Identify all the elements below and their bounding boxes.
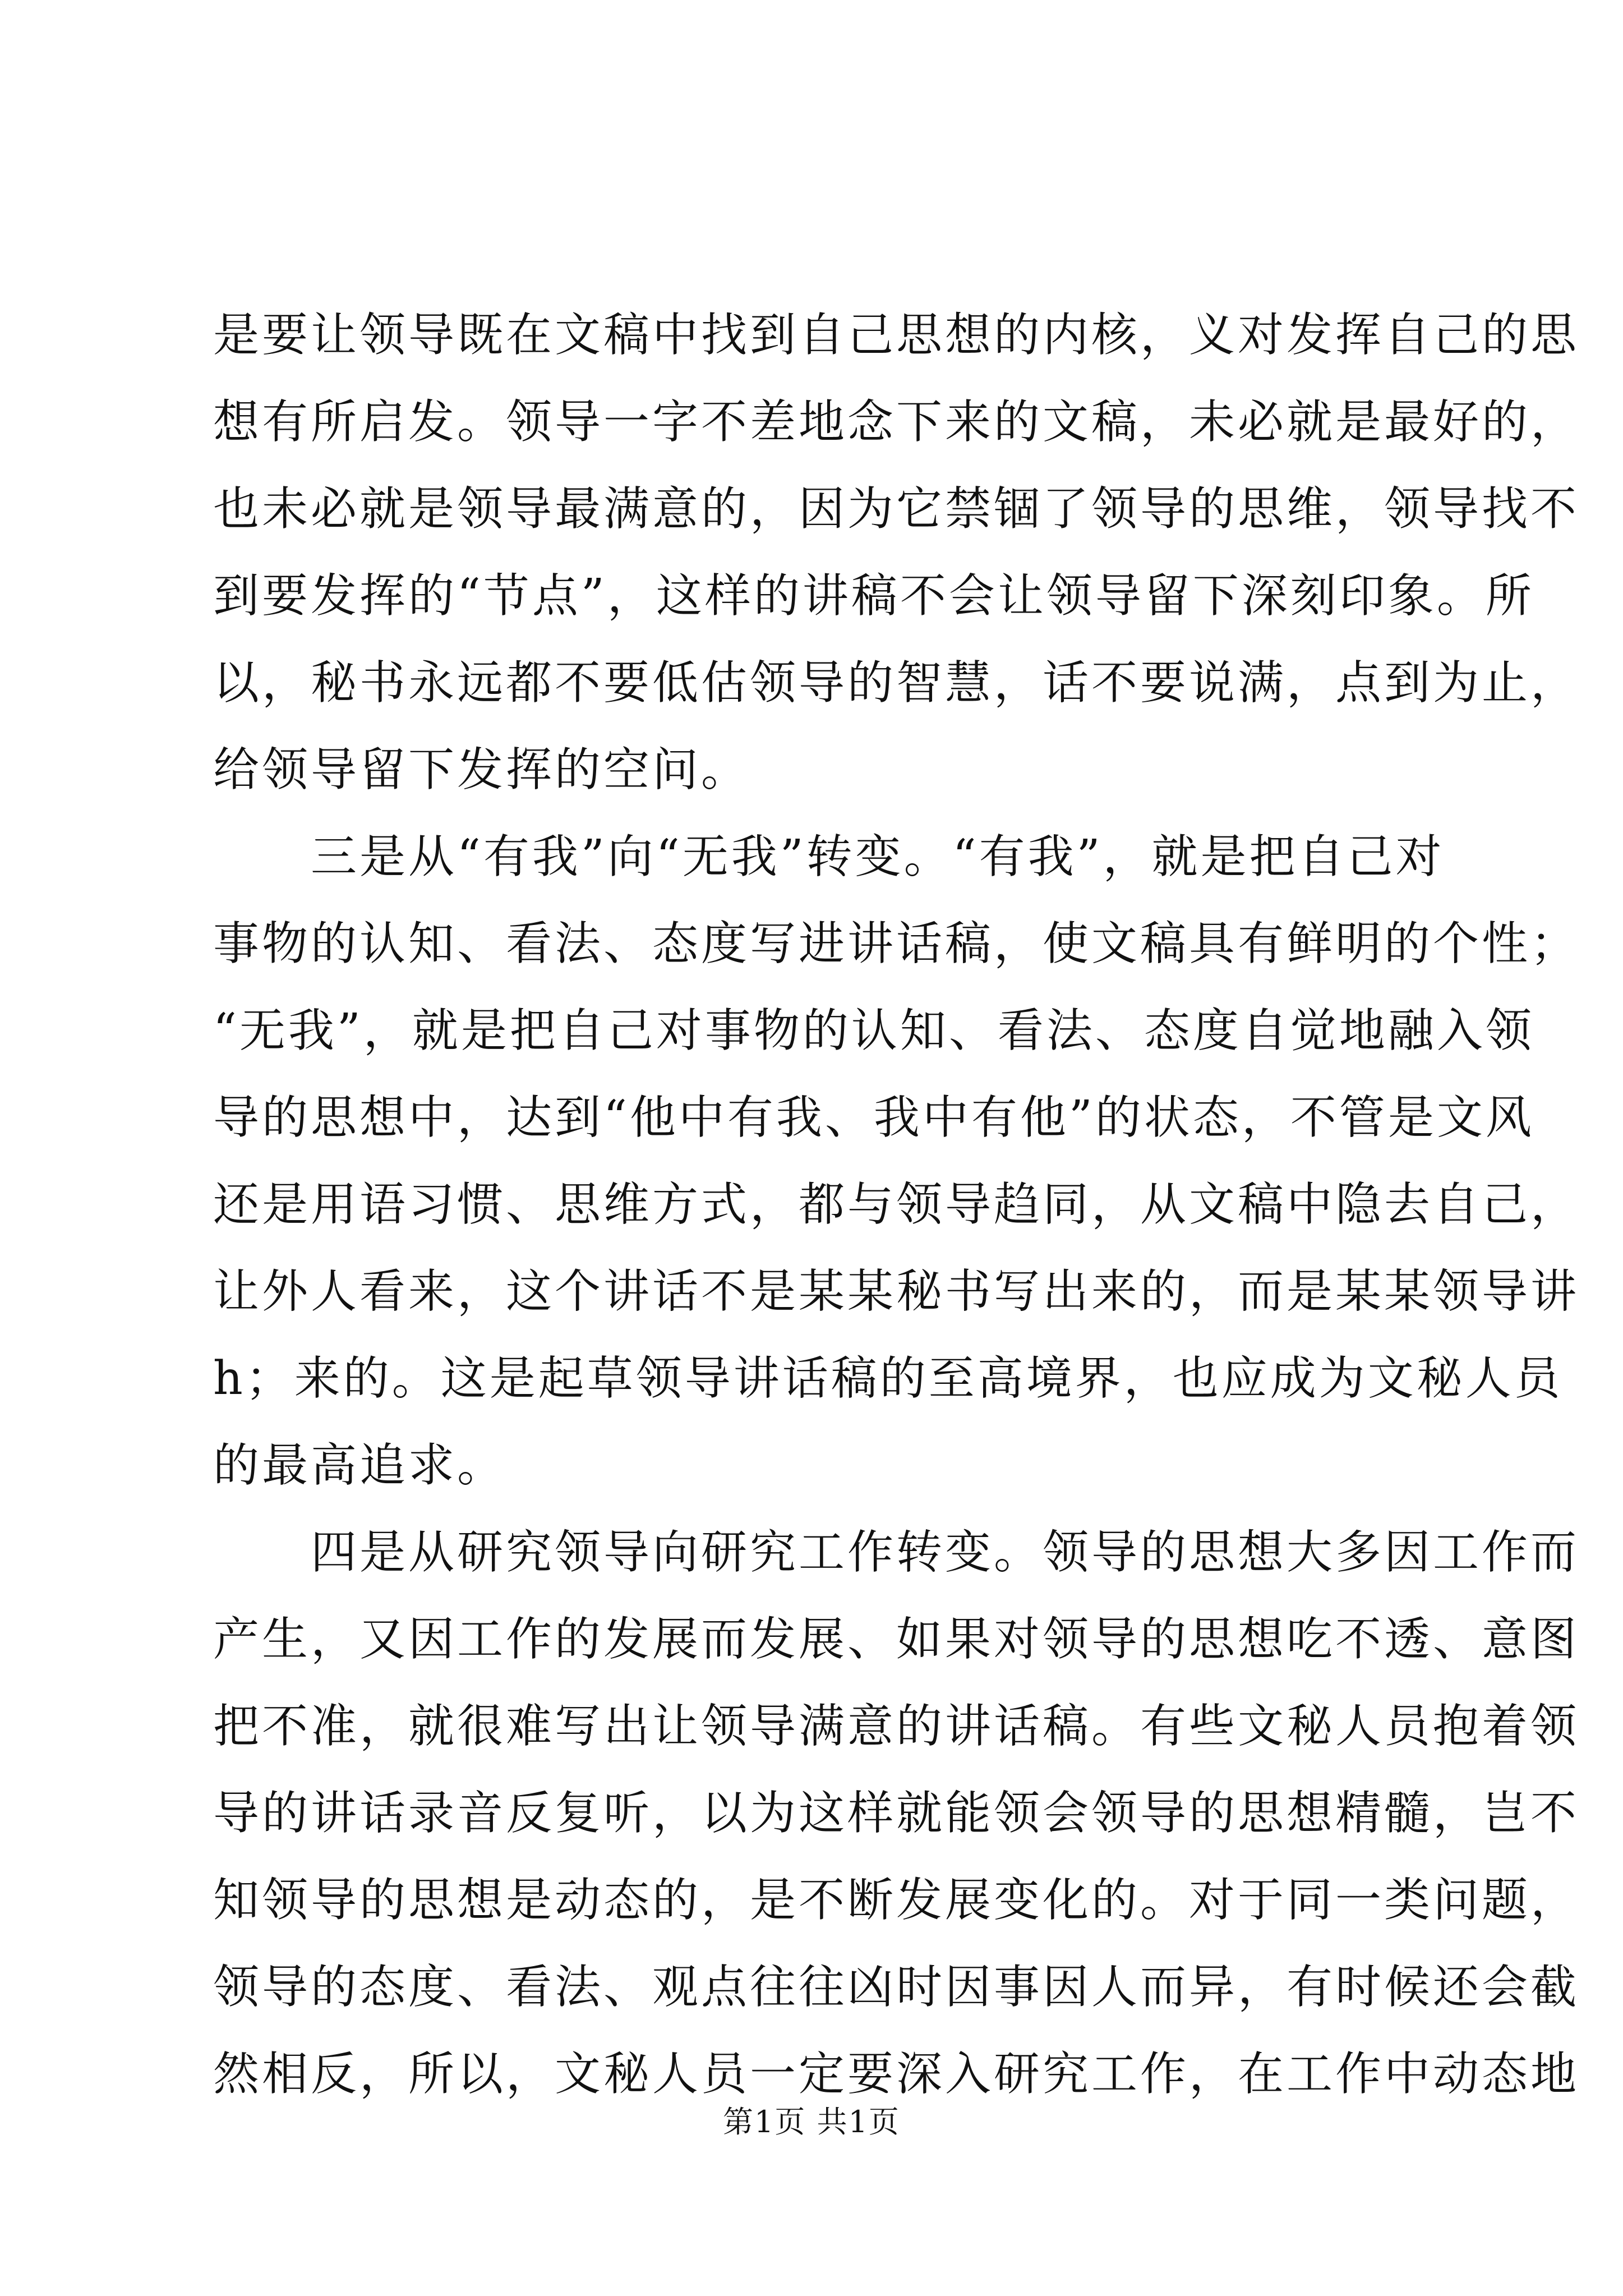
text-line-7: 三是从“有我”向“无我”转变。“有我”，就是把自己对	[213, 830, 1445, 884]
text-line-12: 让外人看来，这个讲话不是某某秘书写出来的，而是某某领导讲	[213, 1265, 1580, 1318]
text-line-20: 领导的态度、看法、观点往往凶时因事因人而异，有时候还会截	[213, 1961, 1580, 2014]
text-line-8: 事物的认知、看法、态度写进讲话稿，使文稿具有鲜明的个性；	[213, 917, 1580, 970]
text-line-2: 想有所启发。领导一字不差地念下来的文稿，未必就是最好的，	[213, 395, 1580, 449]
text-line-16: 产生，又因工作的发展而发展、如果对领导的思想吃不透、意图	[213, 1613, 1580, 1666]
text-line-5: 以，秘书永远都不要低估领导的智慧，话不要说满，点到为止，	[213, 656, 1580, 710]
page-footer	[0, 2098, 1623, 2141]
text-line-1: 是要让领导既在文稿中找到自己思想的内核，义对发挥自己的思	[213, 309, 1580, 362]
text-line-15: 四是从研究领导向研究工作转变。领导的思想大多因工作而	[213, 1526, 1580, 1579]
text-line-21: 然相反，所以，文秘人员一定要深入研究工作，在工作中动态地	[213, 2047, 1580, 2101]
page-number-label: 第1页 共1页	[723, 2104, 900, 2139]
text-line-17: 把不准，就很难写出让领导满意的讲话稿。有些文秘人员抱着领	[213, 1700, 1580, 1753]
text-line-3: 也未必就是领导最满意的，因为它禁锢了领导的思维，领导找不	[213, 482, 1580, 536]
text-line-18: 导的讲话录音反复听，以为这样就能领会领导的思想精髓，岂不	[213, 1787, 1580, 1840]
text-line-4: 到要发挥的“节点”，这样的讲稿不会让领导留下深刻印象。所	[213, 569, 1534, 623]
text-line-6: 给领导留下发挥的空问。	[213, 743, 750, 797]
text-line-11: 还是用语习惯、思维方式，都与领导趋同，从文稿中隐去自己，	[213, 1178, 1580, 1231]
text-line-13: h；来的。这是起草领导讲话稿的至高境界，也应成为文秘人员	[213, 1352, 1563, 1405]
document-body	[213, 292, 1580, 2118]
text-line-19: 知领导的思想是动态的，是不断发展变化的。对于同一类问题，	[213, 1874, 1580, 1927]
text-line-10: 导的思想中，达到“他中有我、我中有他”的状态，不管是文风	[213, 1091, 1534, 1144]
text-line-14: 的最高追求。	[213, 1439, 506, 1492]
text-line-9: “无我”，就是把自己对事物的认知、看法、态度自觉地融入领	[213, 1004, 1534, 1057]
